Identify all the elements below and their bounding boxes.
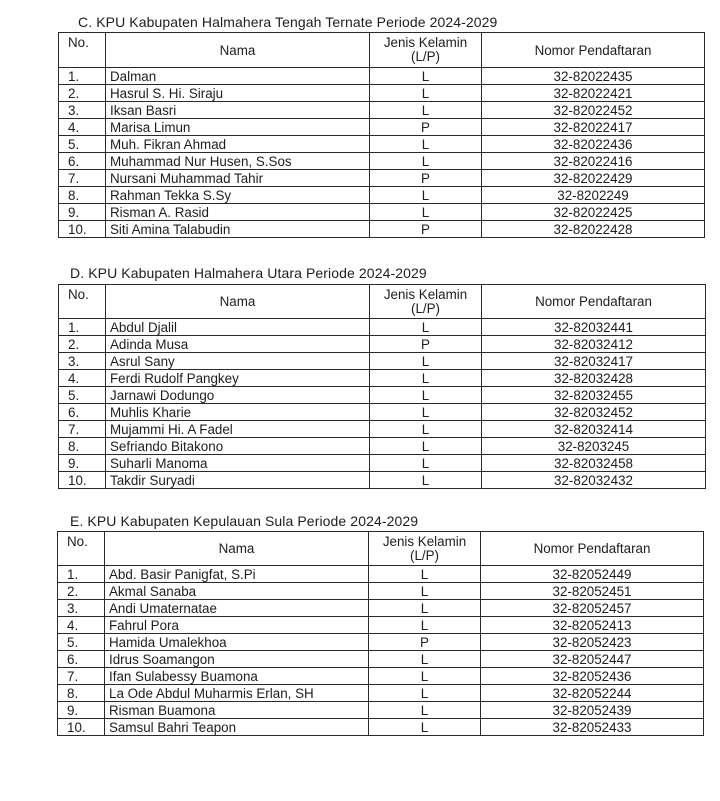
row-registration: 32-82052436 xyxy=(481,668,704,685)
header-gender-line1: Jenis Kelamin xyxy=(383,35,468,50)
row-registration: 32-82032432 xyxy=(482,472,706,489)
row-gender: L xyxy=(370,204,482,221)
row-no: 4. xyxy=(58,617,105,634)
row-no: 10. xyxy=(59,221,106,238)
row-registration: 32-82022435 xyxy=(482,68,705,85)
header-gender-line2: (L/P) xyxy=(410,300,441,316)
table-row xyxy=(59,455,706,472)
table-row xyxy=(59,221,705,238)
header-gender-line2: (L/P) xyxy=(410,49,441,64)
row-gender: L xyxy=(370,370,482,387)
header-no: No. xyxy=(59,33,106,68)
table-row xyxy=(59,85,705,102)
section-title: E. KPU Kabupaten Kepulauan Sula Periode 2024-2029 xyxy=(70,513,419,529)
header-gender xyxy=(369,532,481,566)
row-registration: 32-82052451 xyxy=(481,583,704,600)
row-no: 9. xyxy=(58,702,105,719)
row-gender: P xyxy=(370,336,482,353)
header-gender xyxy=(370,33,482,68)
table-header-row xyxy=(59,33,705,68)
row-registration: 32-82052447 xyxy=(481,651,704,668)
row-registration: 32-82032458 xyxy=(482,455,706,472)
header-no: No. xyxy=(59,285,106,319)
table-header-row xyxy=(59,285,706,319)
row-gender: L xyxy=(369,617,481,634)
row-name: Sefriando Bitakono xyxy=(106,438,370,455)
row-name: Siti Amina Talabudin xyxy=(106,221,370,238)
table-row xyxy=(59,319,706,336)
row-gender: L xyxy=(370,438,482,455)
row-registration: 32-82032455 xyxy=(482,387,706,404)
row-registration: 32-82032441 xyxy=(482,319,706,336)
row-name: Iksan Basri xyxy=(106,102,370,119)
row-gender: L xyxy=(369,702,481,719)
row-no: 8. xyxy=(59,438,106,455)
row-no: 1. xyxy=(59,68,106,85)
row-name: Risman Buamona xyxy=(105,702,369,719)
row-no: 4. xyxy=(59,370,106,387)
table-row xyxy=(59,421,706,438)
row-no: 9. xyxy=(59,204,106,221)
table-row xyxy=(59,353,706,370)
candidate-table xyxy=(57,531,704,736)
table-row xyxy=(59,404,706,421)
table-row xyxy=(59,187,705,204)
row-name: Ferdi Rudolf Pangkey xyxy=(106,370,370,387)
section-title: C. KPU Kabupaten Halmahera Tengah Ternate Periode 2024-2029 xyxy=(78,14,498,30)
row-registration: 32-82052244 xyxy=(481,685,704,702)
row-gender: L xyxy=(370,387,482,404)
section-title: D. KPU Kabupaten Halmahera Utara Periode 2024-2029 xyxy=(70,265,427,281)
row-name: Adinda Musa xyxy=(106,336,370,353)
row-gender: L xyxy=(369,719,481,736)
row-registration: 32-82022452 xyxy=(482,102,705,119)
row-registration: 32-82032417 xyxy=(482,353,706,370)
row-registration: 32-82022417 xyxy=(482,119,705,136)
header-registration: Nomor Pendaftaran xyxy=(482,285,706,319)
table-row xyxy=(59,102,705,119)
row-registration: 32-82022416 xyxy=(482,153,705,170)
row-no: 2. xyxy=(58,583,105,600)
header-registration: Nomor Pendaftaran xyxy=(481,532,704,566)
row-gender: L xyxy=(370,353,482,370)
row-gender: L xyxy=(370,85,482,102)
row-name: Muh. Fikran Ahmad xyxy=(106,136,370,153)
table-row xyxy=(58,685,704,702)
row-registration: 32-82022428 xyxy=(482,221,705,238)
header-gender-line2: (L/P) xyxy=(409,547,440,563)
table-row xyxy=(59,170,705,187)
header-no: No. xyxy=(58,532,105,566)
table-header-row xyxy=(58,532,704,566)
row-registration: 32-82022436 xyxy=(482,136,705,153)
table-row xyxy=(58,668,704,685)
row-name: Idrus Soamangon xyxy=(105,651,369,668)
row-gender: L xyxy=(369,651,481,668)
table-row xyxy=(58,617,704,634)
row-gender: L xyxy=(370,68,482,85)
row-no: 5. xyxy=(58,634,105,651)
row-gender: L xyxy=(370,187,482,204)
row-no: 3. xyxy=(58,600,105,617)
row-no: 7. xyxy=(59,170,106,187)
row-name: Andi Umaternatae xyxy=(105,600,369,617)
row-name: Suharli Manoma xyxy=(106,455,370,472)
row-no: 9. xyxy=(59,455,106,472)
candidate-table xyxy=(58,32,705,238)
row-name: Jarnawi Dodungo xyxy=(106,387,370,404)
row-registration: 32-8203245 xyxy=(482,438,706,455)
row-registration: 32-8202249 xyxy=(482,187,705,204)
table-row xyxy=(58,719,704,736)
row-no: 1. xyxy=(59,319,106,336)
row-registration: 32-82052457 xyxy=(481,600,704,617)
row-gender: L xyxy=(370,153,482,170)
row-registration: 32-82052439 xyxy=(481,702,704,719)
row-name: Takdir Suryadi xyxy=(106,472,370,489)
row-no: 5. xyxy=(59,387,106,404)
row-no: 5. xyxy=(59,136,106,153)
row-name: Muhlis Kharie xyxy=(106,404,370,421)
table-row xyxy=(58,583,704,600)
row-no: 7. xyxy=(58,668,105,685)
row-name: Marisa Limun xyxy=(106,119,370,136)
header-gender xyxy=(370,285,482,319)
row-gender: L xyxy=(369,668,481,685)
table-row xyxy=(59,438,706,455)
row-name: Hasrul S. Hi. Siraju xyxy=(106,85,370,102)
row-no: 10. xyxy=(58,719,105,736)
table-row xyxy=(59,370,706,387)
row-registration: 32-82052449 xyxy=(481,566,704,583)
row-gender: L xyxy=(369,600,481,617)
row-gender: L xyxy=(370,136,482,153)
row-registration: 32-82032452 xyxy=(482,404,706,421)
header-gender-line1: Jenis Kelamin xyxy=(382,533,467,549)
table-row xyxy=(59,204,705,221)
row-name: La Ode Abdul Muharmis Erlan, SH xyxy=(105,685,369,702)
row-registration: 32-82032428 xyxy=(482,370,706,387)
row-gender: L xyxy=(370,472,482,489)
table-row xyxy=(58,566,704,583)
row-name: Nursani Muhammad Tahir xyxy=(106,170,370,187)
header-name: Nama xyxy=(105,532,369,566)
row-registration: 32-82052423 xyxy=(481,634,704,651)
row-registration: 32-82052413 xyxy=(481,617,704,634)
row-registration: 32-82022429 xyxy=(482,170,705,187)
table-row xyxy=(59,387,706,404)
row-no: 6. xyxy=(59,153,106,170)
row-name: Abd. Basir Panigfat, S.Pi xyxy=(105,566,369,583)
row-gender: L xyxy=(370,421,482,438)
table-row xyxy=(58,702,704,719)
table-row xyxy=(59,119,705,136)
row-name: Mujammi Hi. A Fadel xyxy=(106,421,370,438)
table-row xyxy=(59,68,705,85)
row-gender: P xyxy=(370,170,482,187)
table-row xyxy=(58,600,704,617)
row-gender: L xyxy=(369,685,481,702)
table-row xyxy=(59,136,705,153)
row-gender: P xyxy=(370,119,482,136)
row-name: Hamida Umalekhoa xyxy=(105,634,369,651)
row-no: 2. xyxy=(59,336,106,353)
row-no: 6. xyxy=(58,651,105,668)
row-registration: 32-82052433 xyxy=(481,719,704,736)
row-no: 8. xyxy=(58,685,105,702)
header-name: Nama xyxy=(106,285,370,319)
row-gender: P xyxy=(370,221,482,238)
row-gender: L xyxy=(370,102,482,119)
row-registration: 32-82022425 xyxy=(482,204,705,221)
header-name: Nama xyxy=(106,33,370,68)
row-gender: L xyxy=(369,583,481,600)
row-registration: 32-82022421 xyxy=(482,85,705,102)
row-no: 8. xyxy=(59,187,106,204)
row-name: Risman A. Rasid xyxy=(106,204,370,221)
row-gender: L xyxy=(370,404,482,421)
row-registration: 32-82032412 xyxy=(482,336,706,353)
table-row xyxy=(59,472,706,489)
row-gender: L xyxy=(369,566,481,583)
row-name: Rahman Tekka S.Sy xyxy=(106,187,370,204)
header-gender-line1: Jenis Kelamin xyxy=(383,286,468,302)
row-name: Akmal Sanaba xyxy=(105,583,369,600)
row-no: 7. xyxy=(59,421,106,438)
row-no: 2. xyxy=(59,85,106,102)
row-no: 10. xyxy=(59,472,106,489)
row-gender: L xyxy=(370,319,482,336)
row-gender: L xyxy=(370,455,482,472)
row-no: 1. xyxy=(58,566,105,583)
row-name: Dalman xyxy=(106,68,370,85)
row-name: Fahrul Pora xyxy=(105,617,369,634)
table-row xyxy=(58,634,704,651)
table-row xyxy=(59,153,705,170)
table-row xyxy=(59,336,706,353)
header-registration: Nomor Pendaftaran xyxy=(482,33,705,68)
row-registration: 32-82032414 xyxy=(482,421,706,438)
row-name: Ifan Sulabessy Buamona xyxy=(105,668,369,685)
row-no: 3. xyxy=(59,102,106,119)
table-row xyxy=(58,651,704,668)
row-no: 6. xyxy=(59,404,106,421)
row-name: Asrul Sany xyxy=(106,353,370,370)
row-no: 3. xyxy=(59,353,106,370)
row-no: 4. xyxy=(59,119,106,136)
row-gender: P xyxy=(369,634,481,651)
candidate-table xyxy=(58,284,706,489)
row-name: Muhammad Nur Husen, S.Sos xyxy=(106,153,370,170)
row-name: Samsul Bahri Teapon xyxy=(105,719,369,736)
row-name: Abdul Djalil xyxy=(106,319,370,336)
